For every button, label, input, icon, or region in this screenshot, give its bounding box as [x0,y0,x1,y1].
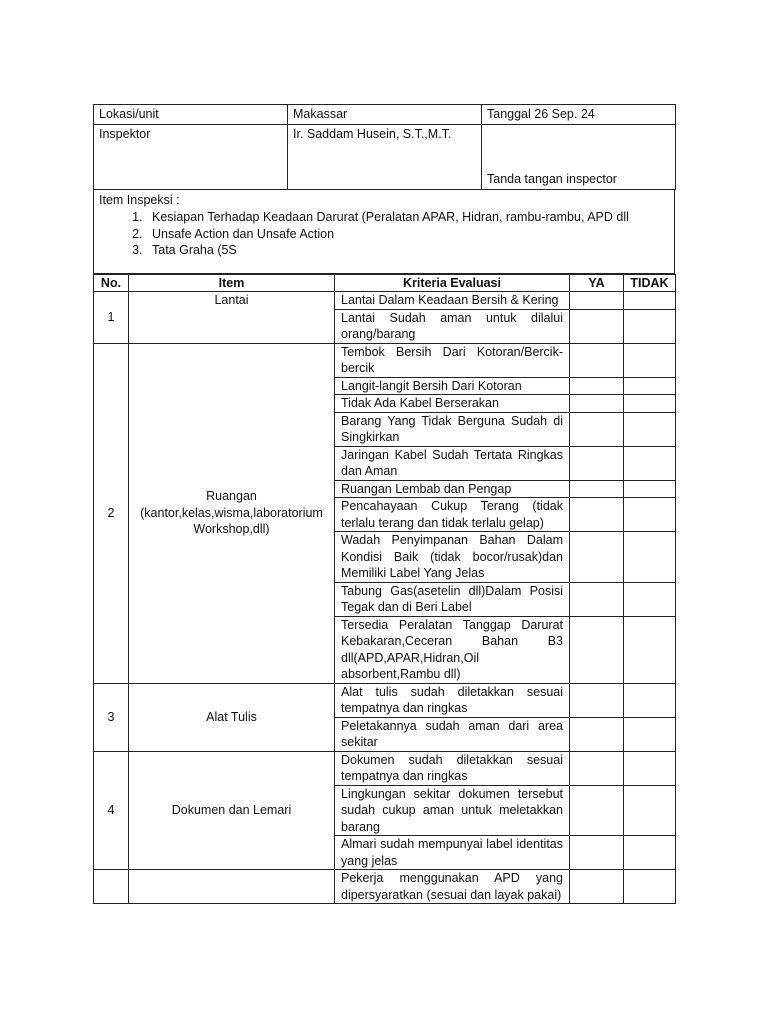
tidak-checkbox-cell[interactable] [624,292,676,310]
ya-checkbox-cell[interactable] [570,498,624,532]
kriteria-cell: Tersedia Peralatan Tanggap Darurat Kebakaran,Ceceran Bahan B3 dll(APD,APAR,Hidran,Oil absorbent,Rambu dll) [335,616,570,683]
table-row [94,751,676,785]
inspection-items-cell [94,190,675,274]
kriteria-cell: Dokumen sudah diletakkan sesuai tempatnya dan ringkas [335,751,570,785]
col-header-tidak: TIDAK [624,274,676,292]
table-row [94,343,676,377]
table-row [94,870,676,904]
row-item: Alat Tulis [129,683,335,751]
inspection-items-list [99,209,669,259]
ya-checkbox-cell[interactable] [570,616,624,683]
tidak-checkbox-cell[interactable] [624,870,676,904]
col-header-kriteria: Kriteria Evaluasi [335,274,570,292]
kriteria-cell: Lantai Dalam Keadaan Bersih & Kering [335,292,570,310]
table-row [94,683,676,717]
tidak-checkbox-cell[interactable] [624,751,676,785]
ya-checkbox-cell[interactable] [570,309,624,343]
ya-checkbox-cell[interactable] [570,785,624,836]
ya-checkbox-cell[interactable] [570,412,624,446]
kriteria-cell: Almari sudah mempunyai label identitas yang jelas [335,836,570,870]
tidak-checkbox-cell[interactable] [624,309,676,343]
lokasi-label: Lokasi/unit [94,105,288,125]
ya-checkbox-cell[interactable] [570,292,624,310]
tidak-checkbox-cell[interactable] [624,343,676,377]
tidak-checkbox-cell[interactable] [624,616,676,683]
ya-checkbox-cell[interactable] [570,377,624,395]
row-number: 2 [94,343,129,683]
inspection-items-title: Item Inspeksi : [99,192,180,207]
inspektor-value: Ir. Saddam Husein, S.T.,M.T. [288,124,482,189]
kriteria-cell: Lantai Sudah aman untuk dilalui orang/barang [335,309,570,343]
inspection-item: 3. Tata Graha (5S [146,242,669,259]
inspektor-label: Inspektor [94,124,288,189]
col-header-item: Item [129,274,335,292]
kriteria-cell: Pencahayaan Cukup Terang (tidak terlalu terang dan tidak terlalu gelap) [335,498,570,532]
table-row [94,292,676,310]
col-header-ya: YA [570,274,624,292]
kriteria-cell: Tidak Ada Kabel Berserakan [335,395,570,413]
tidak-checkbox-cell[interactable] [624,836,676,870]
row-item: Dokumen dan Lemari [129,751,335,870]
kriteria-cell: Tembok Bersih Dari Kotoran/Bercik-bercik [335,343,570,377]
row-number [94,870,129,904]
tidak-checkbox-cell[interactable] [624,498,676,532]
tidak-checkbox-cell[interactable] [624,395,676,413]
signature-cell [482,124,676,189]
tidak-checkbox-cell[interactable] [624,446,676,480]
inspection-items-box [93,190,675,274]
tidak-checkbox-cell[interactable] [624,582,676,616]
tidak-checkbox-cell[interactable] [624,480,676,498]
kriteria-cell: Lingkungan sekitar dokumen tersebut sudah cukup aman untuk meletakkan barang [335,785,570,836]
kriteria-cell: Tabung Gas(asetelin dll)Dalam Posisi Tegak dan di Beri Label [335,582,570,616]
kriteria-cell: Wadah Penyimpanan Bahan Dalam Kondisi Baik (tidak bocor/rusak)dan Memiliki Label Yang Jelas [335,532,570,583]
tanda-tangan-label: Tanda tangan inspector [487,172,617,186]
header-table [93,104,676,190]
inspection-form [93,104,675,904]
tanggal: Tanggal 26 Sep. 24 [482,105,676,125]
col-header-no: No. [94,274,129,292]
kriteria-cell: Langit-langit Bersih Dari Kotoran [335,377,570,395]
ya-checkbox-cell[interactable] [570,582,624,616]
ya-checkbox-cell[interactable] [570,480,624,498]
kriteria-cell: Jaringan Kabel Sudah Tertata Ringkas dan Aman [335,446,570,480]
tidak-checkbox-cell[interactable] [624,377,676,395]
ya-checkbox-cell[interactable] [570,446,624,480]
inspection-item: 1. Kesiapan Terhadap Keadaan Darurat (Peralatan APAR, Hidran, rambu-rambu, APD dll [146,209,669,226]
ya-checkbox-cell[interactable] [570,343,624,377]
kriteria-cell: Pekerja menggunakan APD yang dipersyaratkan (sesuai dan layak pakai) [335,870,570,904]
ya-checkbox-cell[interactable] [570,683,624,717]
ya-checkbox-cell[interactable] [570,532,624,583]
tidak-checkbox-cell[interactable] [624,683,676,717]
ya-checkbox-cell[interactable] [570,870,624,904]
tidak-checkbox-cell[interactable] [624,717,676,751]
row-number: 1 [94,292,129,344]
row-item [129,870,335,904]
kriteria-cell: Alat tulis sudah diletakkan sesuai tempatnya dan ringkas [335,683,570,717]
inspection-item: 2. Unsafe Action dan Unsafe Action [146,226,669,243]
lokasi-value: Makassar [288,105,482,125]
ya-checkbox-cell[interactable] [570,751,624,785]
tidak-checkbox-cell[interactable] [624,785,676,836]
row-item: Ruangan (kantor,kelas,wisma,laboratorium Workshop,dll) [129,343,335,683]
ya-checkbox-cell[interactable] [570,395,624,413]
tidak-checkbox-cell[interactable] [624,412,676,446]
ya-checkbox-cell[interactable] [570,717,624,751]
kriteria-cell: Ruangan Lembab dan Pengap [335,480,570,498]
row-item: Lantai [129,292,335,344]
kriteria-cell: Peletakannya sudah aman dari area sekitar [335,717,570,751]
row-number: 3 [94,683,129,751]
evaluation-table [93,274,676,905]
kriteria-cell: Barang Yang Tidak Berguna Sudah di Singkirkan [335,412,570,446]
tidak-checkbox-cell[interactable] [624,532,676,583]
ya-checkbox-cell[interactable] [570,836,624,870]
row-number: 4 [94,751,129,870]
